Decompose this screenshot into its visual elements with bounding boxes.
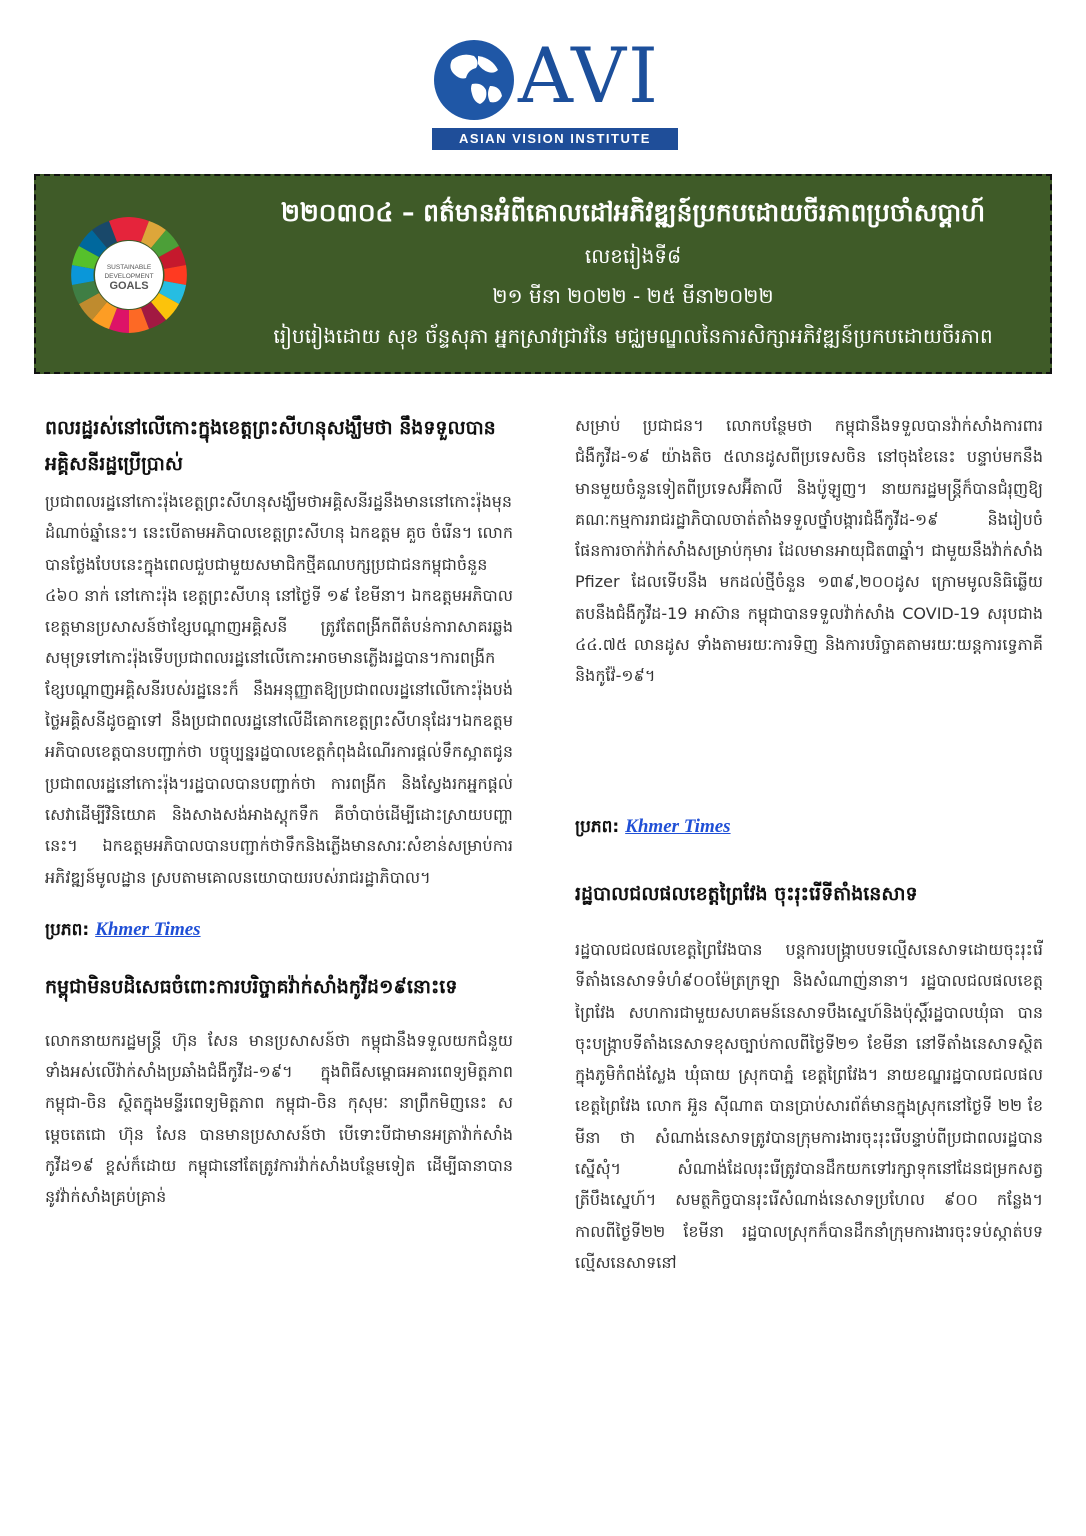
svg-text:GOALS: GOALS (109, 280, 149, 292)
article-1-source: ប្រភព: Khmer Times (45, 918, 201, 940)
right-column (575, 410, 1043, 1374)
org-name: ASIAN VISION INSTITUTE (432, 128, 678, 150)
article-2-heading: កម្ពុជាមិនបដិសេធចំពោះការបរិច្ចាគវ៉ាក់សាំងកូវីដ១៩នោះទេ (45, 975, 458, 998)
date-range: ២១ មីនា ២០២២ - ២៥ មីនា២០២២ (492, 284, 774, 308)
prepared-by: រៀបរៀងដោយ សុខ ច័ន្ទសុភា អ្នកស្រាវជ្រាវនៃ មជ្ឈមណ្ឌលនៃការសិក្សាអភិវឌ្ឍន៍ប្រកបដោយចីរភាព (273, 324, 993, 348)
issue-number: លេខរៀងទី៨ (584, 244, 682, 268)
left-column (45, 410, 513, 1275)
svg-text:SUSTAINABLE: SUSTAINABLE (106, 264, 152, 271)
article-2-source-link[interactable]: Khmer Times (625, 816, 731, 837)
logo-letters: AVI (518, 31, 661, 120)
avi-logo (432, 31, 682, 150)
sdg-wheel-icon (70, 216, 188, 334)
article-1-heading: ពលរដ្ឋរស់នៅលើកោះក្នុងខេត្តព្រះសីហនុសង្ឃឹមថា នឹងទទួលបាន អគ្គិសនីរដ្ឋប្រើប្រាស់ (45, 417, 496, 475)
newsletter-banner (34, 174, 1052, 374)
article-3-heading: រដ្ឋបាលជលផលខេត្តព្រៃវែង ចុះរុះរើទីតាំងនេសាទ (575, 883, 918, 905)
globe-icon (432, 38, 516, 122)
article-2-source: ប្រភព: Khmer Times (575, 816, 731, 837)
article-1-body: ប្រជាពលរដ្ឋនៅកោះរ៉ុងខេត្តព្រះសីហនុសង្ឃឹមថាអគ្គិសនីរដ្ឋនឹងមាននៅកោះរ៉ុងមុនដំណាច់ឆ្នាំនេះ។ នេះបើតាមអភិបាលខេត្តព្រះសីហនុ ឯកឧត្តម គួច ចំរើន។ លោកបានថ្លែងបែបនេះក្នុងពេលជួបជាមួយសមាជិកថ្មីគណបក្សប្រជាជនកម្ពុជាចំនួន ៤៦០ នាក់ នៅកោះរ៉ុង ខេត្តព្រះសីហនុ នៅថ្ងៃទី ១៩ ខែមីនា។ ឯកឧត្តមអភិបាលខេត្តមានប្រសាសន៍ថាខ្សែបណ្តាញអគ្គិសនី ត្រូវតែពង្រីកពីតំបន់ការាសាគរឆ្លងសមុទ្រទៅកោះរ៉ុងទើបប្រជាពលរដ្ឋនៅលើកោះអាចមានភ្លើងរដ្ឋបាន។ការពង្រីកខ្សែបណ្តាញអគ្គិសនីរបស់រដ្ឋនេះក៏ នឹងអនុញ្ញាតឱ្យប្រជាពលរដ្ឋនៅលើកោះរ៉ុងបង់ថ្លៃអគ្គិសនីដូចគ្នាទៅ នឹងប្រជាពលរដ្ឋនៅលើដីគោកខេត្តព្រះសីហនុដែរ។ឯកឧត្តមអភិបាលខេត្តបានបញ្ជាក់ថា បច្ចុប្បន្នរដ្ឋបាលខេត្តកំពុងដំណើរការផ្តល់ទឹកស្អាតជូនប្រជាពលរដ្ឋនៅកោះរ៉ុង។រដ្ឋបាលបានបញ្ជាក់ថា ការពង្រីក និងស្វែងរកអ្នកផ្តល់សេវាដើម្បីវិនិយោគ និងសាងសង់អាងស្តុកទឹក គឺចាំបាច់ដើម្បីដោះស្រាយបញ្ហានេះ។ ឯកឧត្តមអភិបាលបានបញ្ជាក់ថាទឹកនិងភ្លើងមានសារៈសំខាន់សម្រាប់ការអភិវឌ្ឍន៍មូលដ្ឋាន ស្របតាមគោលនយោបាយរបស់រាជរដ្ឋាភិបាល។ (45, 492, 513, 887)
svg-text:DEVELOPMENT: DEVELOPMENT (104, 273, 154, 280)
article-2-body-part1: លោកនាយករដ្ឋមន្ត្រី ហ៊ុន សែន មានប្រសាសន៍ថា កម្ពុជានឹងទទួលយកជំនួយទាំងអស់លើវ៉ាក់សាំងប្រឆាំងជំងឺកូវីដ-១៩។ ក្នុងពិធីសម្ពោធអគារពេទ្យមិត្តភាពកម្ពុជា-ចិន ស្ថិតក្នុងមន្ទីរពេទ្យមិត្តភាព កម្ពុជា-ចិន កុសុមៈ នាព្រឹកមិញនេះ សម្តេចតេជោ ហ៊ុន សែន បានមានប្រសាសន៍ថា បើទោះបីជាមានអត្រាវ៉ាក់សាំង កូវីដ១៩ ខ្ពស់ក៏ដោយ កម្ពុជានៅតែត្រូវការវ៉ាក់សាំងបន្ថែមទៀត ដើម្បីធានាបាន នូវវ៉ាក់សាំងគ្រប់គ្រាន់ (45, 1030, 513, 1207)
article-2-body-part2: សម្រាប់ ប្រជាជន។ លោកបន្ថែមថា កម្ពុជានឹងទទួលបានវ៉ាក់សាំងការពារជំងឺកូវីដ-១៩ យ៉ាងតិច ៥លានដូសពីប្រទេសចិន នៅចុងខែនេះ បន្ទាប់មកនឹងមានមួយចំនួនទៀតពីប្រទេសអ៊ីតាលី និងប៉ូឡូញ។ នាយករដ្ឋមន្ត្រីក៏បានជំរុញឱ្យគណៈកម្មការរាជរដ្ឋាភិបាលចាត់តាំងទទួលថ្នាំបង្ការជំងឺកូវីដ-១៩ និងរៀបចំផែនការចាក់វ៉ាក់សាំងសម្រាប់កុមារ ដែលមានអាយុជិត៣ឆ្នាំ។ ជាមួយនឹងវ៉ាក់សាំង Pfizer ដែលទើបនឹង មកដល់ថ្មីចំនួន ១៣៩,២០០ដូស ក្រោមមូលនិធិឆ្លើយតបនឹងជំងឺកូវីដ-19 អាស៊ាន កម្ពុជាបានទទួលវ៉ាក់សាំង COVID-19 សរុបជាង ៤៤.៧៥ លានដូស ទាំងតាមរយៈការទិញ និងការបរិច្ចាគតាមរយៈយន្តការទ្វេភាគី និងកូវ៉ែ-១៩។ (575, 416, 1043, 686)
article-3-body: រដ្ឋបាលជលផលខេត្តព្រៃវែងបាន បន្តការបង្ក្រាបបទល្មើសនេសាទដោយចុះរុះរើទីតាំងនេសាទទំហំ៩០០ម៉ែត្រក្រឡា និងសំណាញ់នានា។ រដ្ឋបាលជលផលខេត្តព្រៃវែង សហការជាមួយសហគមន៍នេសាទបឹងស្នេហ៍និងប៉ុស្តិ៍រដ្ឋបាលឃុំធា បានចុះបង្ក្រាបទីតាំងនេសាទខុសច្បាប់កាលពីថ្ងៃទី២១ ខែមីនា នៅទីតាំងនេសាទស្ថិតក្នុងភូមិកំពង់ស្លែង ឃុំធាយ ស្រុកបាភ្នំ ខេត្តព្រៃវែង។ នាយខណ្ឌរដ្ឋបាលជលផលខេត្តព្រៃវែង លោក អ៊ួន ស៊ីណាត បានប្រាប់សារព័ត៌មានក្នុងស្រុកនៅថ្ងៃទី ២២ ខែមីនា ថា សំណាង់នេសាទត្រូវបានក្រុមការងារចុះរុះរើបន្ទាប់ពីប្រជាពលរដ្ឋបានស្នើសុំ។ សំណាង់ដែលរុះរើត្រូវបានដឹកយកទៅរក្សាទុកនៅដែនជម្រកសត្វត្រីបឹងស្នេហ៍។ សមត្ថកិច្ចបានរុះរើសំណាង់នេសាទប្រហែល ៩០០ កន្លែង។ កាលពីថ្ងៃទី២២ ខែមីនា រដ្ឋបាលស្រុកក៏បានដឹកនាំក្រុមការងារចុះទប់ស្កាត់បទល្មើសនេសាទនៅ (575, 940, 1043, 1272)
article-1-source-link[interactable]: Khmer Times (95, 918, 201, 940)
newsletter-title: ២២០៣០៤ – ពត៌មានអំពីគោលដៅអភិវឌ្ឍន៍ប្រកបដោយចីរភាពប្រចាំសប្តាហ៍ (280, 198, 986, 227)
